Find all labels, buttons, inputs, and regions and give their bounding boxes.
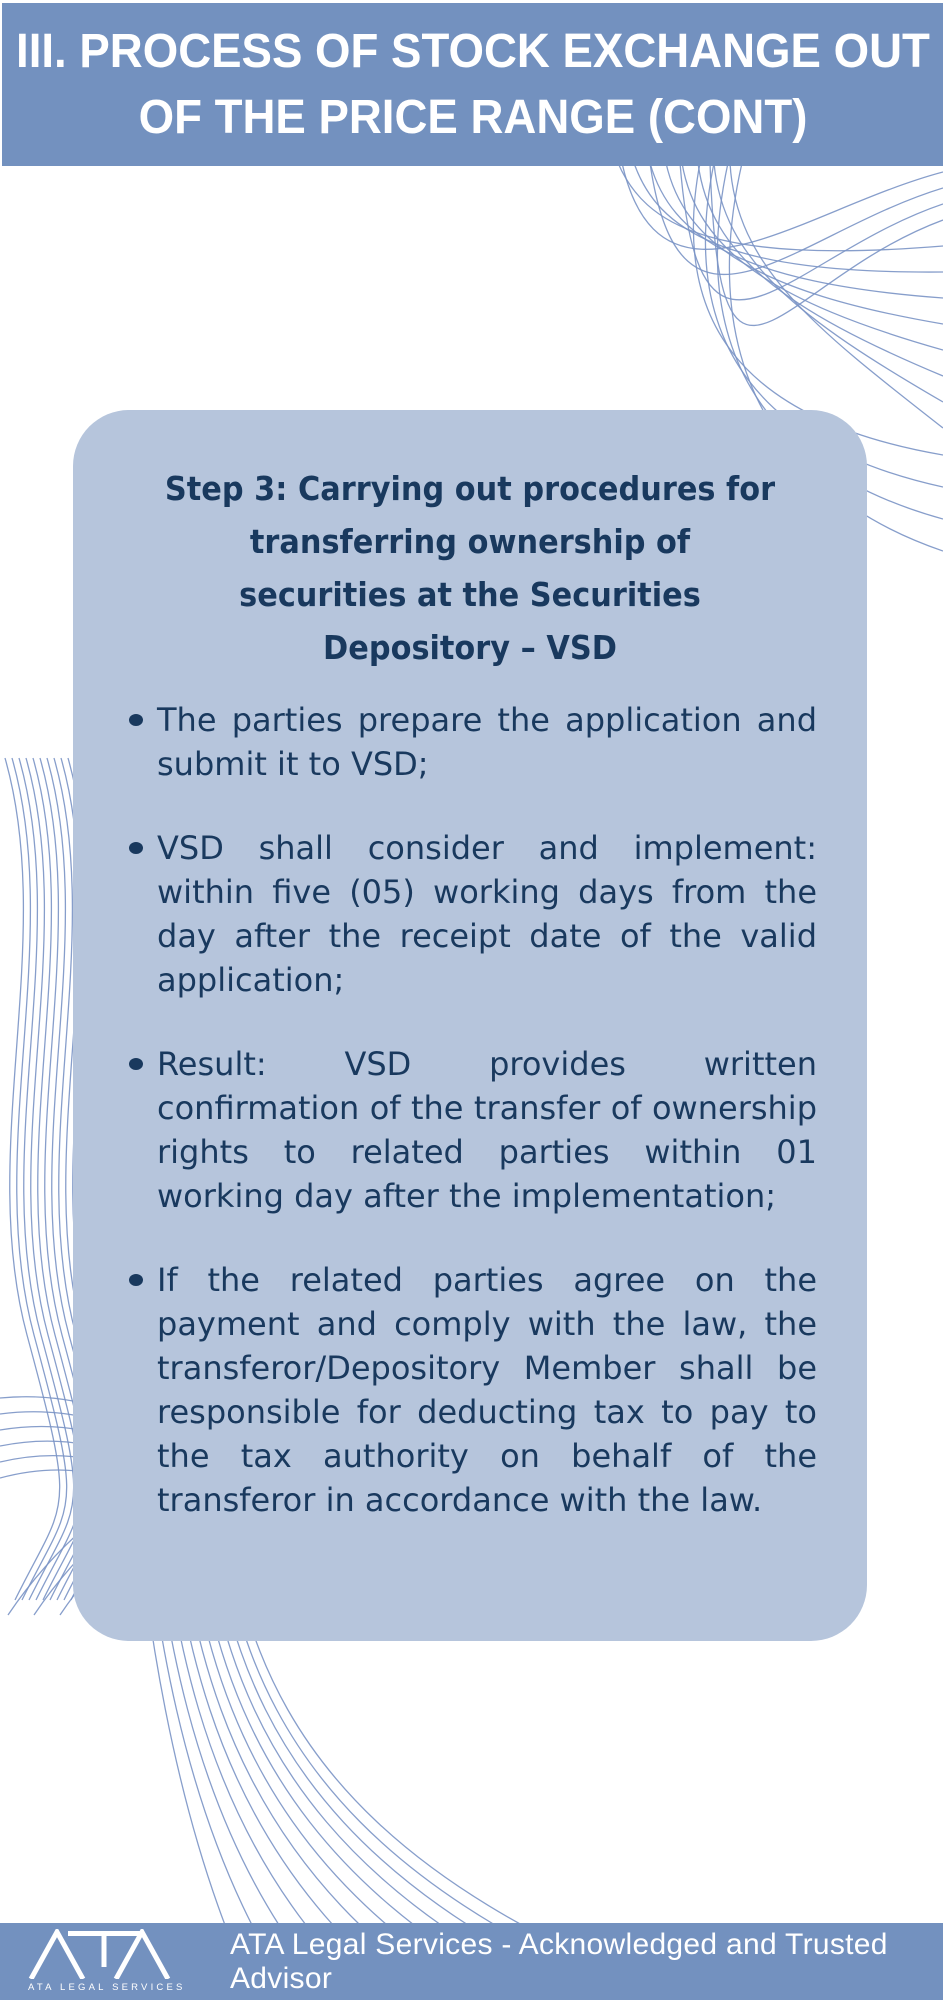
title-line-1: III. PROCESS OF STOCK EXCHANGE OUT bbox=[15, 24, 930, 78]
ata-logo bbox=[28, 1929, 213, 1993]
list-item bbox=[123, 826, 817, 1002]
bullet-dot-icon bbox=[129, 842, 143, 854]
step-heading-line-1: Step 3: Carrying out procedures for bbox=[164, 469, 776, 508]
bullet-text: If the related parties agree on the payment and comply with the law, the transferor/Depository Member shall be responsible for deducting tax to pay to the tax authority on behalf of the transferor in accordance with the law. bbox=[157, 1261, 817, 1519]
ata-monogram-icon bbox=[28, 1929, 178, 1979]
footer-tagline: ATA Legal Services - Acknowledged and Trusted Advisor bbox=[230, 1927, 888, 1995]
title-line-2: OF THE PRICE RANGE (CONT) bbox=[138, 90, 807, 144]
bullet-dot-icon bbox=[129, 1058, 143, 1070]
title-banner bbox=[2, 3, 943, 166]
ata-logo-caption: ATA LEGAL SERVICES bbox=[28, 1982, 186, 1993]
bullet-dot-icon bbox=[129, 714, 143, 726]
list-item bbox=[123, 1258, 817, 1522]
bullet-text: Result: VSD provides written confirmation of the transfer of ownership rights to related parties within 01 working day after the implementation; bbox=[157, 1045, 817, 1215]
bullet-list bbox=[123, 698, 817, 1522]
bullet-text: The parties prepare the application and submit it to VSD; bbox=[157, 701, 817, 783]
content-card bbox=[73, 410, 867, 1641]
step-heading-line-3: securities at the Securities bbox=[239, 575, 701, 614]
list-item bbox=[123, 698, 817, 786]
bullet-dot-icon bbox=[129, 1274, 143, 1286]
step-heading-line-4: Depository – VSD bbox=[323, 628, 617, 667]
step-heading-line-2: transferring ownership of bbox=[249, 522, 691, 561]
list-item bbox=[123, 1042, 817, 1218]
step-heading bbox=[123, 462, 817, 674]
bullet-text: VSD shall consider and implement: within five (05) working days from the day after the receipt date of the valid application; bbox=[157, 829, 817, 999]
